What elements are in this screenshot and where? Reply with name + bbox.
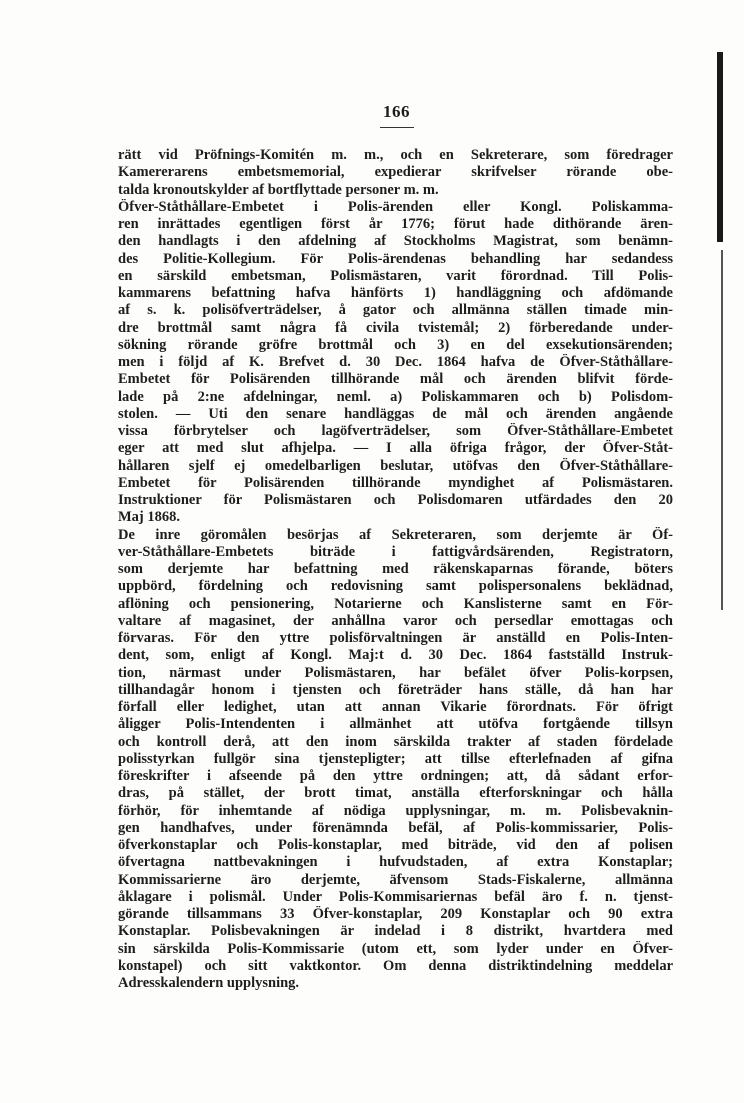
text-line: talda kronoutskylder af bortflyttade personer m. m. [118, 181, 439, 198]
text-line: valtare af magasinet, der anhållna varor och persedlar emottagas och [118, 612, 673, 629]
text-line: des Politie-Kollegium. För Polis-ärendenas behandling har sedandess [118, 250, 673, 267]
text-line: uppbörd, fördelning och redovisning samt polispersonalens beklädnad, [118, 578, 673, 595]
text-line: en särskild embetsman, Polismästaren, varit förordnad. Till Polis- [118, 267, 673, 284]
text-line: den handlagts i den afdelning af Stockholms Magistrat, som benämn- [118, 233, 673, 250]
text-line: Konstaplar. Polisbevakningen är indelad i 8 distrikt, hvartdera med [118, 923, 673, 940]
body-text [118, 147, 673, 992]
text-line: åklagare i polismål. Under Polis-Kommisariernas befäl äro f. n. tjenst- [118, 888, 673, 905]
text-line: Adresskalendern upplysning. [118, 975, 300, 991]
text-line: stolen. — Uti den senare handläggas de mål och ärenden angående [118, 405, 673, 422]
text-line: rätt vid Pröfnings-Komitén m. m., och en Sekreterare, som föredrager [118, 147, 673, 163]
text-line: af s. k. polisöfverträdelser, å gator och allmänna ställen timade min- [118, 302, 673, 319]
text-line: tion, närmast under Polismästaren, har befälet öfver Polis-korpsen, [118, 664, 673, 681]
text-line: aflöning och pensionering, Notarierne och Kanslisterne samt en För- [118, 595, 673, 612]
text-line: öfvertagna nattbevakningen i hufvudstaden, af extra Konstaplar; [118, 854, 673, 871]
text-line: ren inrättades egentligen först år 1776; förut hade dithörande ären- [118, 216, 673, 232]
text-line: Instruktioner för Polismästaren och Polisdomaren utfärdades den 20 [118, 492, 673, 508]
text-line: lade på 2:ne afdelningar, neml. a) Poliskammaren och b) Polisdom- [118, 388, 673, 405]
text-line: De inre göromålen besörjas af Sekreteraren, som derjemte är Öf- [118, 526, 673, 543]
text-line: Kamererarens embetsmemorial, expedierar skrifvelser rörande obe- [118, 164, 673, 181]
text-line: gen handhafves, under förenämnda befäl, af Polis-kommissarier, Polis- [118, 819, 673, 836]
text-line: tillhandagår honom i tjensten och företräder hans ställe, då han har [118, 681, 673, 698]
text-line: dre brottmål samt några få civila tvistemål; 2) förberedande under- [118, 319, 673, 336]
text-line: förfall eller ledighet, utan att annan Vikarie förordnats. För öfrigt [118, 699, 673, 715]
text-line: ver-Ståthållare-Embetets biträde i fattigvårdsärenden, Registratorn, [118, 543, 673, 560]
text-line: konstapel) och sitt vaktkontor. Om denna distriktindelning meddelar [118, 957, 673, 974]
text-line: Öfver-Ståthållare-Embetet i Polis-ärenden eller Kongl. Poliskamma- [118, 198, 673, 215]
text-line: Kommissarierne äro derjemte, äfvensom Stads-Fiskalerne, allmänna [118, 871, 673, 888]
text-line: polisstyrkan fullgör sina tjenstepligter; att tillse efterlefnaden af gifna [118, 750, 673, 767]
text-line: föreskrifter i afseende på den yttre ordningen; att, då sådant erfor- [118, 768, 673, 784]
page-number-underline [380, 127, 414, 128]
text-line: sin särskilda Polis-Kommissarie (utom ett, som lyder under en Öfver- [118, 940, 673, 957]
text-line: Maj 1868. [118, 509, 181, 526]
text-line: men i följd af K. Brefvet d. 30 Dec. 1864 hafva de Öfver-Ståthållare- [118, 354, 673, 370]
text-line: sökning rörande gröfre brottmål och 3) en del exsekutionsärenden; [118, 336, 673, 353]
text-line: vissa förbrytelser och lagöfverträdelser, som Öfver-Ståthållare-Embetet [118, 423, 673, 439]
text-line: och kontroll derå, att den inom särskilda trakter af staden fördelade [118, 733, 673, 750]
text-line: dent, som, enligt af Kongl. Maj:t d. 30 Dec. 1864 fastställd Instruk- [118, 647, 673, 664]
text-line: förhör, för inhemtande af nödiga upplysningar, m. m. Polisbevaknin- [118, 802, 673, 819]
text-line: Embetet för Polisärenden tillhörande myndighet af Polismästaren. [118, 474, 673, 491]
text-line: kammarens befattning hafva hänförts 1) handläggning och afdömande [118, 285, 673, 301]
text-line: Embetet för Polisärenden tillhörande mål och ärenden blifvit förde- [118, 371, 673, 388]
text-line: dras, på stället, der brott timat, anställa efterforskningar och hålla [118, 785, 673, 802]
text-line: förvaras. För den yttre polisförvaltningen är anställd en Polis-Inten- [118, 630, 673, 646]
text-line: eger att med slut afhjelpa. — I alla öfriga frågor, der Öfver-Ståt- [118, 440, 673, 457]
page-number: 166 [383, 102, 410, 121]
text-line: åligger Polis-Intendenten i allmänhet att utöfva fortgående tillsyn [118, 716, 673, 733]
text-line: görande tillsammans 33 Öfver-konstaplar, 209 Konstaplar och 90 extra [118, 906, 673, 922]
text-line: hållaren sjelf ej omedelbarligen beslutar, utöfvas den Öfver-Ståthållare- [118, 457, 673, 474]
text-line: som derjemte har befattning med räkenskaparnas förande, böters [118, 561, 673, 577]
page-edge-shadow [717, 52, 723, 242]
page-edge-shadow-lower [721, 250, 723, 610]
text-line: öfverkonstaplar och Polis-konstaplar, med biträde, vid den af polisen [118, 837, 673, 853]
